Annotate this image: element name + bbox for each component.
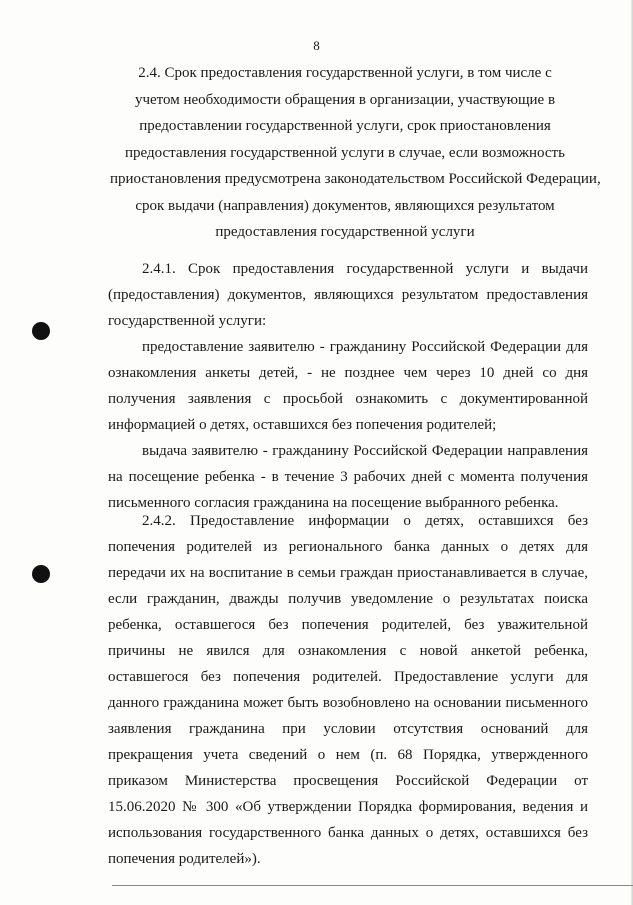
punch-hole-mark [32, 322, 50, 340]
heading-line: учетом необходимости обращения в организации, участвующие в [134, 91, 556, 108]
heading-line: предоставлении государственной услуги, срок приостановления [139, 118, 551, 134]
scan-bottom-line [112, 885, 633, 886]
section-2-4-2 [108, 508, 588, 872]
paragraph-2-4-1-item-1: предоставление заявителю - гражданину Российской Федерации для ознакомления анкеты детей, - не позднее чем через 10 дней со дня получения заявления с просьбой ознакомить с документированной информацией о детях, оставшихся без попечения родителей; [108, 339, 588, 433]
section-heading [110, 60, 601, 246]
paragraph-2-4-1-item-2: выдача заявителю - гражданину Российской Федерации направления на посещение ребенка - в течение 3 рабочих дней с момента получения письменного согласия гражданина на посещение выбранного ребенка. [108, 443, 588, 511]
paragraph-2-4-2: 2.4.2. Предоставление информации о детях, оставшихся без попечения родителей из регионального банка данных о детях для передачи их на воспитание в семьи граждан приостанавливается в случае, если гражданин, дважды получив уведомление о результатах поиска ребенка, оставшегося без попечения родителей, без уважительной причины не явился для ознакомления с новой анкетой ребенка, оставшегося без попечения родителей. Предоставление услуги для данного гражданина может быть возобновлено на основании письменного заявления гражданина при условии отсутствия оснований для прекращения учета сведений о нем (п. 68 Порядка, утвержденного приказом Министерства просвещения Российской Федерации от 15.06.2020 № 300 «Об утверждении Порядка формирования, ведения и использования государственного банка данных о детях, оставшихся без попечения родителей»). [108, 513, 588, 867]
paragraph-2-4-1-intro: 2.4.1. Срок предоставления государственной услуги и выдачи (предоставления) документов, являющихся результатом предоставления государственной услуги: [108, 261, 588, 329]
heading-line: предоставления государственной услуги в случае, если возможность [125, 144, 565, 161]
page-number: 8 [313, 38, 320, 53]
punch-hole-mark [32, 565, 50, 583]
section-2-4-1 [108, 256, 588, 516]
heading-line: срок выдачи (направления) документов, являющихся результатом [135, 197, 555, 214]
heading-line: предоставления государственной услуги [215, 224, 475, 240]
heading-line: приостановления предусмотрена законодательством Российской Федерации, [110, 171, 601, 187]
heading-line: 2.4. Срок предоставления государственной услуги, в том числе с [138, 65, 552, 81]
